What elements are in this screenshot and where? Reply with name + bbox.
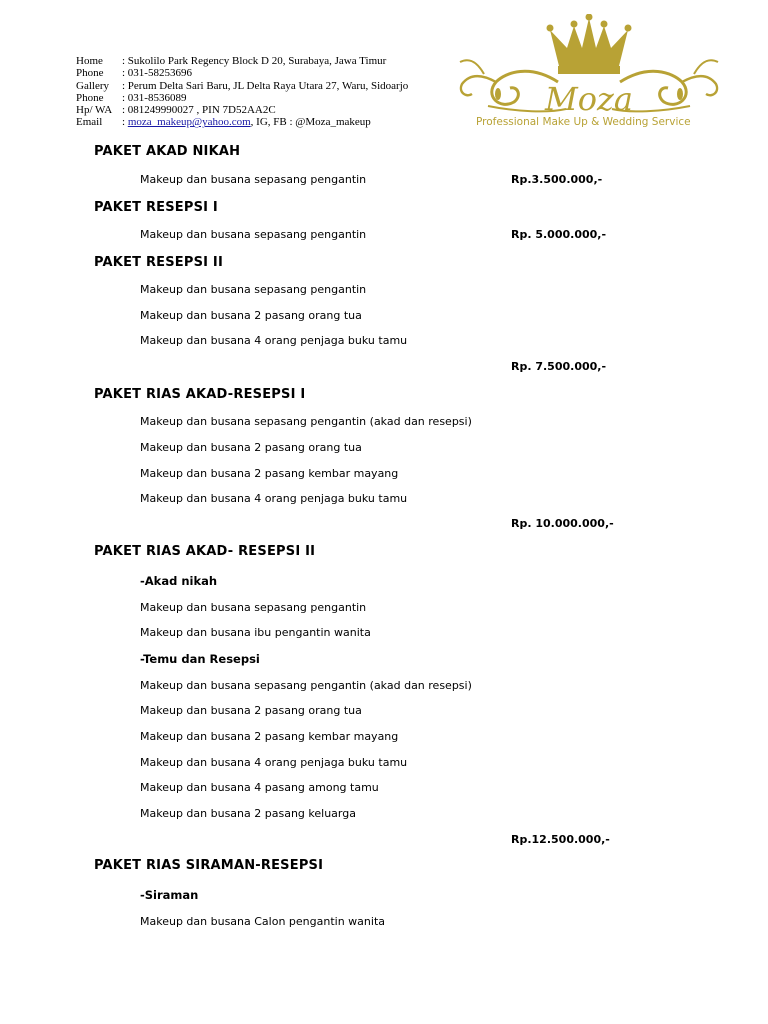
email-prefix: :	[122, 116, 128, 129]
package-item: Makeup dan busana sepasang pengantin (akad dan resepsi)	[140, 679, 472, 692]
package-title: PAKET RESEPSI I	[94, 200, 218, 215]
package-item: Makeup dan busana ibu pengantin wanita	[140, 626, 371, 639]
contact-value: : Perum Delta Sari Baru, JL Delta Raya Utara 27, Waru, Sidoarjo	[122, 79, 409, 92]
package-item: Makeup dan busana sepasang pengantin	[140, 228, 367, 241]
contact-row-hp-wa	[76, 104, 408, 116]
package-subsection: -Akad nikah	[140, 574, 218, 588]
package-subsection: -Siraman	[140, 888, 199, 902]
package-item: Makeup dan busana 2 pasang kembar mayang	[140, 730, 399, 743]
contact-label: Hp/ WA	[76, 104, 113, 117]
logo-wordmark: Moza	[545, 80, 633, 118]
contact-value: : 031-8536089	[122, 91, 187, 104]
package-title: PAKET RESEPSI II	[94, 255, 224, 270]
package-subsection: -Temu dan Resepsi	[140, 652, 260, 666]
package-item: Makeup dan busana 4 orang penjaga buku tamu	[140, 756, 408, 769]
crown-logo-graphic	[458, 14, 720, 118]
package-item: Makeup dan busana sepasang pengantin	[140, 601, 367, 614]
package-item: Makeup dan busana sepasang pengantin (akad dan resepsi)	[140, 415, 472, 428]
contact-row-email	[76, 116, 408, 128]
package-title: PAKET AKAD NIKAH	[94, 144, 241, 159]
package-item: Makeup dan busana Calon pengantin wanita	[140, 915, 386, 928]
email-link[interactable]: moza_makeup@yahoo.com	[127, 116, 251, 129]
social-handles: , IG, FB : @Moza_makeup	[250, 116, 371, 129]
moza-logo	[458, 14, 720, 134]
contact-label: Email	[76, 116, 103, 129]
package-item: Makeup dan busana 2 pasang orang tua	[140, 309, 362, 322]
package-item: Makeup dan busana 4 orang penjaga buku tamu	[140, 492, 408, 505]
contact-value: : 081249990027 , PIN 7D52AA2C	[122, 104, 276, 117]
package-title: PAKET RIAS AKAD- RESEPSI II	[94, 544, 316, 559]
package-item: Makeup dan busana 2 pasang orang tua	[140, 441, 362, 454]
package-price: Rp. 5.000.000,-	[511, 228, 607, 241]
package-item: Makeup dan busana 2 pasang kembar mayang	[140, 467, 399, 480]
contact-row-gallery	[76, 80, 408, 92]
logo-tagline: Professional Make Up & Wedding Service	[476, 116, 691, 128]
package-title: PAKET RIAS AKAD-RESEPSI I	[94, 387, 306, 402]
package-item: Makeup dan busana 2 pasang orang tua	[140, 704, 362, 717]
contact-value	[122, 116, 371, 128]
package-price: Rp.12.500.000,-	[511, 833, 610, 846]
contact-value: : Sukolilo Park Regency Block D 20, Surabaya, Jawa Timur	[122, 55, 387, 67]
contact-row-phone-gallery	[76, 92, 408, 104]
contact-row-phone	[76, 67, 408, 79]
package-item: Makeup dan busana sepasang pengantin	[140, 173, 367, 186]
contact-label: Phone	[76, 91, 104, 104]
contact-value: : 031-58253696	[122, 67, 192, 80]
contact-label: Phone	[76, 67, 104, 80]
contact-row-home	[76, 55, 408, 67]
package-item: Makeup dan busana 2 pasang keluarga	[140, 807, 356, 820]
package-price: Rp. 7.500.000,-	[511, 360, 607, 373]
contact-block	[76, 55, 408, 129]
package-price: Rp. 10.000.000,-	[511, 517, 614, 530]
package-item: Makeup dan busana 4 pasang among tamu	[140, 781, 379, 794]
package-price: Rp.3.500.000,-	[511, 173, 603, 186]
contact-label: Home	[76, 55, 103, 67]
package-title: PAKET RIAS SIRAMAN-RESEPSI	[94, 858, 324, 873]
package-item: Makeup dan busana 4 orang penjaga buku tamu	[140, 334, 408, 347]
contact-label: Gallery	[76, 79, 109, 92]
package-item: Makeup dan busana sepasang pengantin	[140, 283, 367, 296]
